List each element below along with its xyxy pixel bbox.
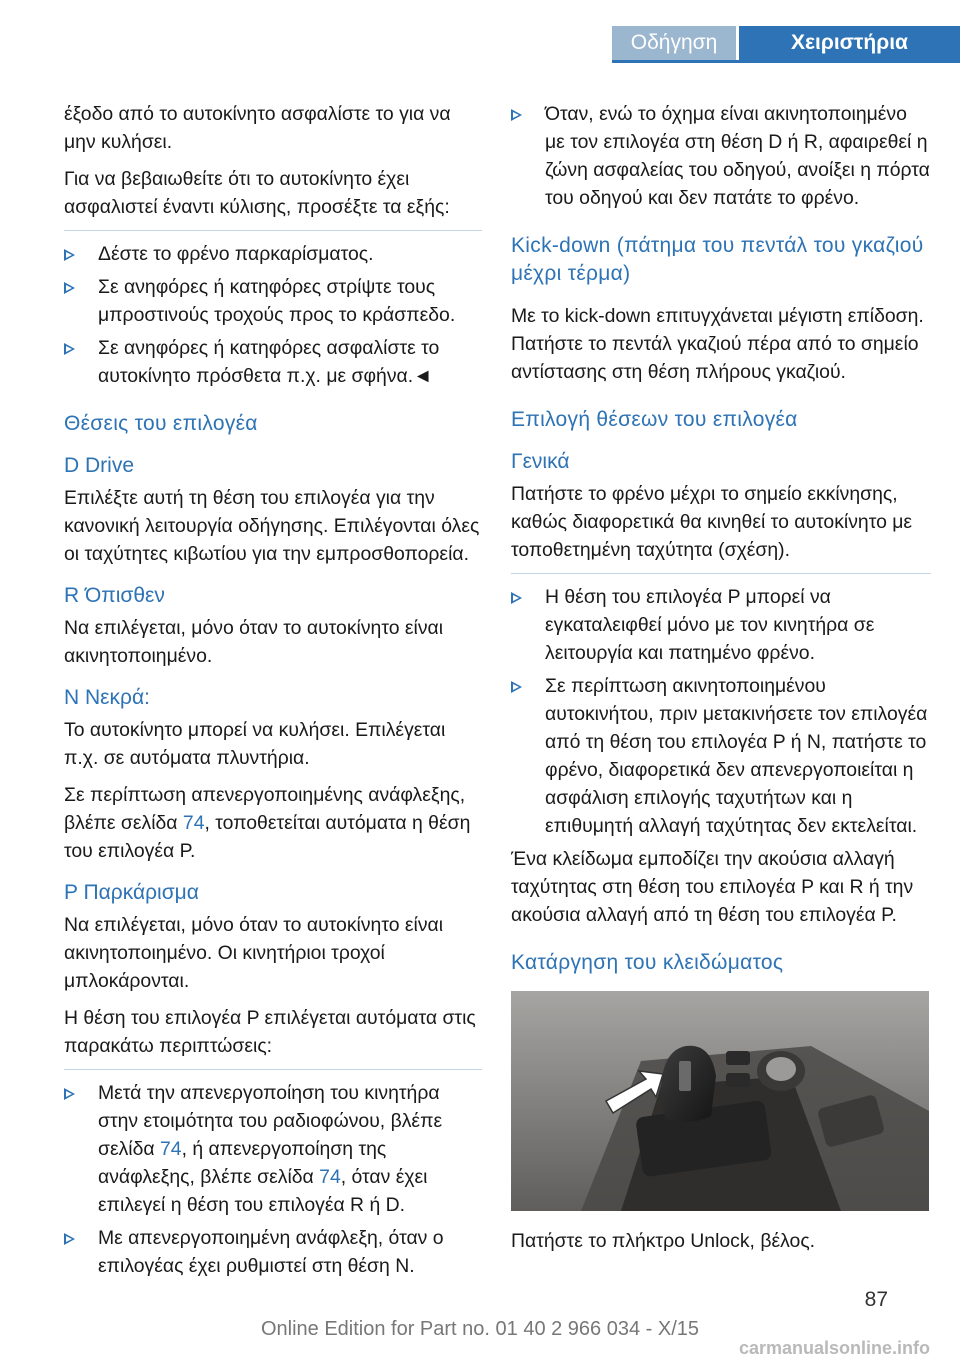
subheading-reverse: R Όπισθεν <box>64 584 165 607</box>
paragraph: Επιλέξτε αυτή τη θέση του επιλογέα για την κανονική λειτουργία οδήγησης. Επιλέγονται όλες οι ταχύτητες κιβωτίου για την εμπροσθοπορεία. <box>64 487 480 565</box>
triangle-bullet-icon <box>64 1233 75 1245</box>
triangle-bullet-icon <box>64 343 75 355</box>
list-item: Όταν, ενώ το όχημα είναι ακινητοποιημένο με τον επιλογέα στη θέση D ή R, αφαιρεθεί η ζώνη ασφαλείας του οδηγού, ανοίξει η πόρτα του οδηγού και δεν πατάτε το φρένο. <box>511 100 931 212</box>
general-list <box>511 583 931 840</box>
header-rule <box>612 60 960 63</box>
edition-footer: Online Edition for Part no. 01 40 2 966 034 - X/15 <box>260 1318 700 1340</box>
page-header <box>0 0 960 64</box>
paragraph: Πατήστε το φρένο μέχρι το σημείο εκκίνησης, καθώς διαφορετικά θα κινηθεί το αυτοκίνητο με τοποθετημένη ταχύτητα (σχέση). <box>511 483 913 561</box>
paragraph: Να επιλέγεται, μόνο όταν το αυτοκίνητο είναι ακινητοποιημένο. Οι κινητήριοι τροχοί μπλοκάρονται. <box>64 914 444 992</box>
list-item: Δέστε το φρένο παρκαρίσματος. <box>64 240 482 268</box>
section-heading-unlock: Κατάργηση του κλειδώματος <box>511 951 784 974</box>
safety-list <box>64 240 482 390</box>
list-divider <box>64 230 482 231</box>
list-item: Σε ανηφόρες ή κατηφόρες στρίψτε τους μπροστινούς τροχούς προς το κράσπεδο. <box>64 273 482 329</box>
triangle-bullet-icon <box>64 249 75 261</box>
section-tab-driving[interactable]: Οδήγηση <box>612 26 736 60</box>
triangle-bullet-icon <box>511 681 522 693</box>
list-divider <box>511 573 931 574</box>
park-list <box>64 1079 482 1280</box>
park-list-continued <box>511 100 931 212</box>
paragraph: Ένα κλείδωμα εμποδίζει την ακούσια αλλαγή ταχύτητας στη θέση του επιλογέα P και R ή την ακούσια αλλαγή από τη θέση του επιλογέα P. <box>511 848 914 926</box>
watermark: carmanualsonline.info <box>738 1338 930 1358</box>
subheading-drive: D Drive <box>64 454 135 477</box>
section-heading-kickdown: Kick-down (πάτημα του πεντάλ του γκαζιού μέχρι τέρμα) <box>511 234 924 285</box>
left-column <box>64 100 482 1285</box>
photo-caption: Πατήστε το πλήκτρο Unlock, βέλος. <box>511 1230 816 1252</box>
list-item: Σε περίπτωση ακινητοποιημένου αυτοκινήτου, πριν μετακινήσετε τον επιλογέα από τη θέση του επιλογέα P ή N, πατήστε το φρένο, διαφορετικά δεν απενεργοποιείται η ασφάλιση επιλογής ταχυτήτων και η επιθυμητή αλλαγή ταχύτητας δεν εκτελείται. <box>511 672 931 840</box>
page-link[interactable]: 74 <box>182 812 205 834</box>
gear-selector-illustration <box>511 991 929 1211</box>
section-heading-select: Επιλογή θέσεων του επιλογέα <box>511 408 798 431</box>
section-heading-positions: Θέσεις του επιλογέα <box>64 412 258 435</box>
list-item: Η θέση του επιλογέα P μπορεί να εγκαταλειφθεί μόνο με τον κινητήρα σε λειτουργία και πατημένο φρένο. <box>511 583 931 667</box>
paragraph: Το αυτοκίνητο μπορεί να κυλήσει. Επιλέγεται π.χ. σε αυτόματα πλυντήρια. <box>64 719 446 769</box>
page-link[interactable]: 74 <box>319 1166 341 1188</box>
triangle-bullet-icon <box>511 109 522 121</box>
list-item: Μετά την απενεργοποίηση του κινητήρα στην ετοιμότητα του ραδιοφώνου, βλέπε σελίδα 74, ή απενεργοποίηση της ανάφλεξης, βλέπε σελίδα 74, όταν έχει επιλεγεί η θέση του επιλογέα R ή D. <box>64 1079 482 1219</box>
triangle-bullet-icon <box>64 1088 75 1100</box>
paragraph: Με το kick-down επιτυγχάνεται μέγιστη επίδοση. Πατήστε το πεντάλ γκαζιού πέρα από το σημείο αντίστασης στη θέση πλήρους γκαζιού. <box>511 305 924 383</box>
subheading-general: Γενικά <box>511 450 570 473</box>
paragraph: Σε περίπτωση απενεργοποιημένης ανάφλεξης, βλέπε σελίδα 74, τοποθετείται αυτόματα η θέση του επιλογέα P. <box>64 784 471 862</box>
gear-selector-photo <box>511 991 929 1211</box>
list-item: Σε ανηφόρες ή κατηφόρες ασφαλίστε το αυτοκίνητο πρόσθετα π.χ. με σφήνα.◄ <box>64 334 482 390</box>
section-tab-controls[interactable]: Χειριστήρια <box>739 26 960 60</box>
page-number: 87 <box>864 1288 888 1311</box>
subheading-park: P Παρκάρισμα <box>64 881 199 904</box>
right-column <box>511 100 931 1264</box>
list-divider <box>64 1069 482 1070</box>
paragraph: Για να βεβαιωθείτε ότι το αυτοκίνητο έχει ασφαλιστεί έναντι κύλισης, προσέξτε τα εξής: <box>64 168 450 218</box>
list-item: Με απενεργοποιημένη ανάφλεξη, όταν ο επιλογέας έχει ρυθμιστεί στη θέση N. <box>64 1224 482 1280</box>
triangle-bullet-icon <box>64 282 75 294</box>
triangle-bullet-icon <box>511 592 522 604</box>
paragraph: Να επιλέγεται, μόνο όταν το αυτοκίνητο είναι ακινητοποιημένο. <box>64 617 444 667</box>
page-link[interactable]: 74 <box>160 1138 182 1160</box>
subheading-neutral: N Νεκρά: <box>64 686 150 709</box>
paragraph: έξοδο από το αυτοκίνητο ασφαλίστε το για να μην κυλήσει. <box>64 103 451 153</box>
paragraph: Η θέση του επιλογέα P επιλέγεται αυτόματα στις παρακάτω περιπτώσεις: <box>64 1007 476 1057</box>
